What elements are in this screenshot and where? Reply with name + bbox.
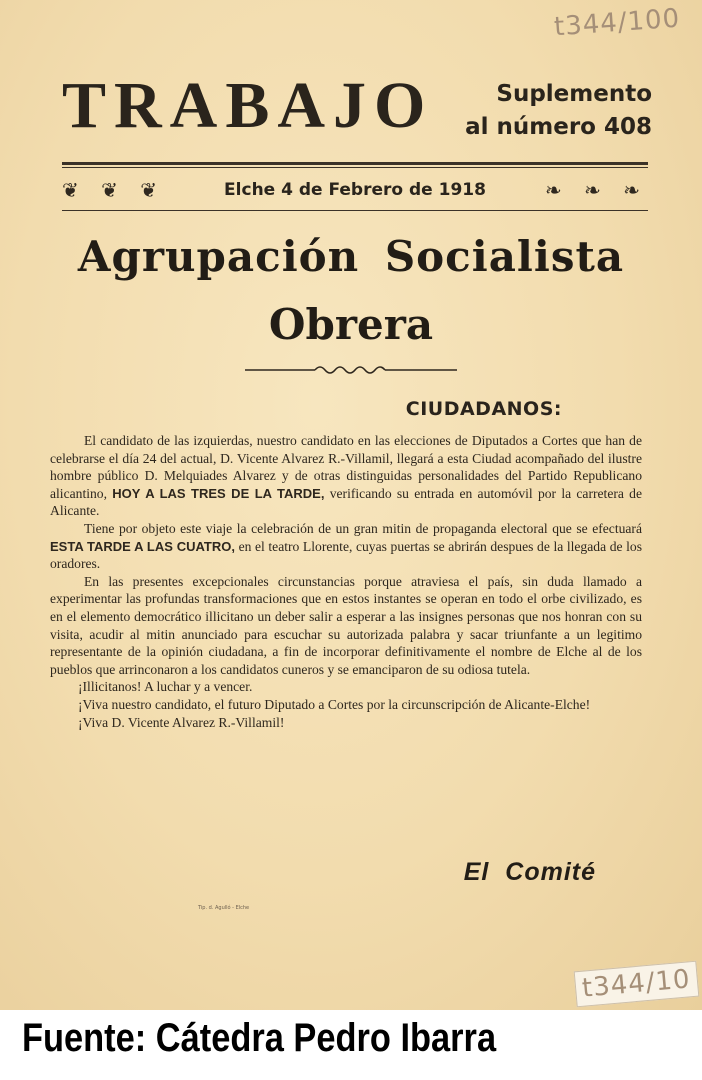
headline-line-1: Agrupación Socialista	[77, 232, 625, 281]
rallying-cry-2: ¡Viva nuestro candidato, el futuro Diputado a Cortes por la circunscripción de Alicante-Elche!	[78, 696, 591, 712]
catalog-annotation-top: t344/100	[552, 3, 681, 43]
arrival-time-emphasis: HOY A LAS TRES DE LA TARDE,	[112, 485, 325, 501]
salutation: CIUDADANOS:	[405, 398, 562, 420]
printer-imprint: Tip. d. Agulló - Elche	[198, 905, 250, 911]
paragraph-1-text-a: El candidato de las izquierdas, nuestro candidato en las elecciones de Diputados a Cortes que han de celebrarse el día 24 del actual, D. Vicente Alvarez R.-Villamil, llegará a esta Ciudad acompañado del ilustre hombre público D. Melquiades Alvarez y de otras distinguidas personalidades del Partido Republicano alicantino,	[50, 433, 642, 501]
ornament-right-icon: ❧ ❧ ❧	[544, 178, 648, 202]
ornament-left-icon: ❦ ❦ ❦	[62, 178, 165, 202]
source-caption: Fuente: Cátedra Pedro Ibarra	[22, 1016, 497, 1060]
date-text: Elche 4 de Febrero de 1918	[224, 180, 486, 200]
paragraph-2-text-a: Tiene por objeto este viaje la celebración de un gran mitin de propaganda electoral que se efectuará	[84, 520, 642, 536]
dateline-rule	[62, 210, 648, 211]
paragraph-circumstances: En las presentes excepcionales circunstancias porque atraviesa el país, sin duda llamado a experimentar las profundas transformaciones que en estos instantes se operan en todo el orbe civilizado, es en el elemento democrático illicitano un deber salir a esperar a las insignes personas que nos honran con su visita, acudir al mitin anunciado para escuchar su autorizada palabra y sacar triunfante a un legitimo representante de la opinión ciudadana, a fin de incorporar definitivamente el nombre de Elche al de los pueblos que arrinconaron a los candidatos cuneros y se emanciparon de su odiosa tutela.	[50, 573, 642, 677]
paragraph-1-text-c: verificando su entrada en automóvil por la carretera de Alicante.	[50, 485, 642, 519]
headline-line-2: Obrera	[268, 300, 434, 349]
newspaper-title: TRABAJO	[62, 69, 434, 142]
rally-time-emphasis: ESTA TARDE A LAS CUATRO,	[50, 538, 235, 554]
supplement-line-1: Suplemento	[496, 81, 652, 107]
paragraph-arrival	[50, 432, 642, 520]
proclamation-body	[50, 432, 642, 731]
masthead-rule-thin	[62, 167, 648, 168]
wavy-divider-icon	[245, 363, 457, 375]
supplement-line-2: al número 408	[465, 114, 652, 140]
rallying-cry-3: ¡Viva D. Vicente Alvarez R.-Villamil!	[78, 714, 285, 730]
masthead	[62, 69, 652, 152]
supplement-note	[465, 78, 652, 144]
dateline	[62, 176, 648, 204]
masthead-rule-thick	[62, 162, 648, 165]
catalog-annotation-bottom: t344/10	[574, 961, 699, 1008]
signature: El Comité	[463, 858, 596, 886]
paragraph-rally	[50, 520, 642, 573]
rallying-cry-1: ¡Illicitanos! A luchar y a vencer.	[78, 679, 253, 695]
paragraph-2-text-c: en el teatro Llorente, cuyas puertas se abrirán despues de la llegada de los oradores.	[50, 538, 642, 572]
